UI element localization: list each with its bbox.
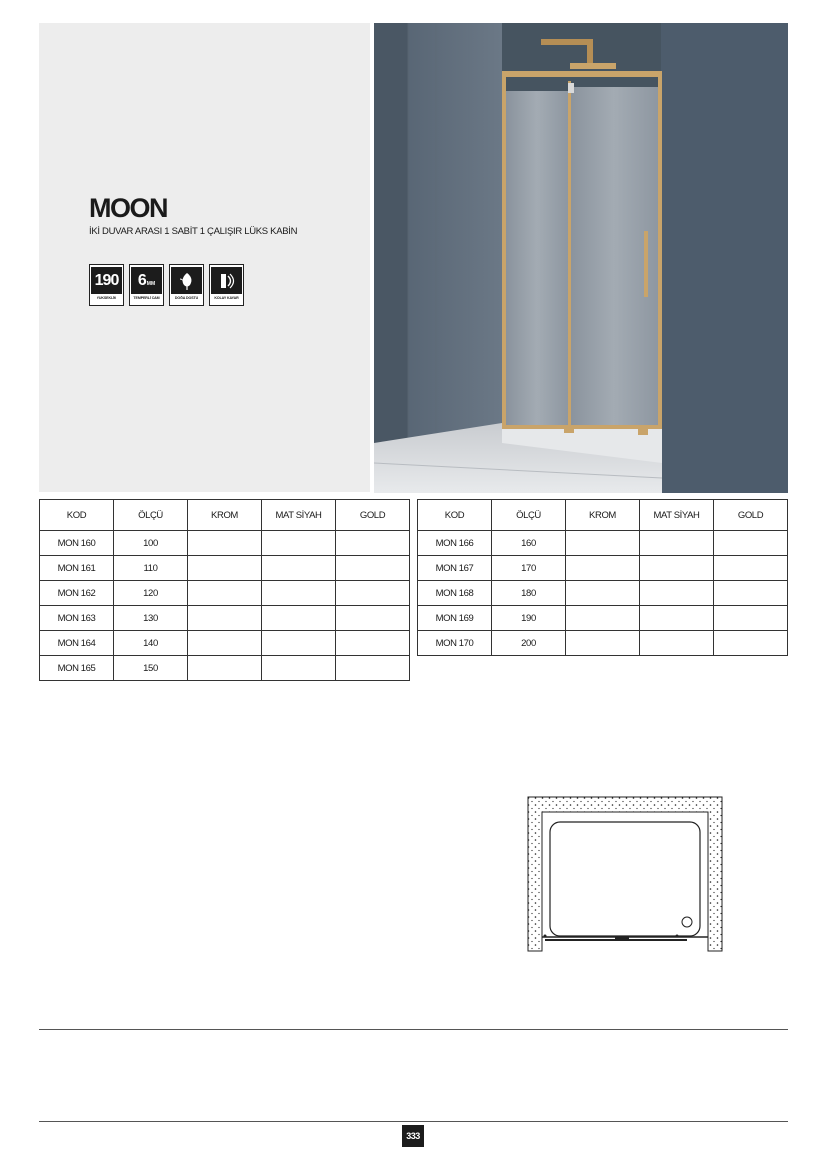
- mat-siyah-cell: [262, 531, 336, 556]
- krom-cell: [188, 581, 262, 606]
- code-cell: MON 163: [40, 606, 114, 631]
- gold-cell: [714, 556, 788, 581]
- mat-siyah-cell: [640, 531, 714, 556]
- mat-siyah-cell: [262, 581, 336, 606]
- gold-cell: [714, 606, 788, 631]
- code-cell: MON 162: [40, 581, 114, 606]
- table-header-row: [418, 500, 788, 531]
- price-table-left: [39, 499, 410, 681]
- gold-cell: [336, 656, 410, 681]
- size-cell: 130: [114, 606, 188, 631]
- mat-siyah-cell: [262, 631, 336, 656]
- header-olcu: ÖLÇÜ: [114, 500, 188, 531]
- size-cell: 190: [492, 606, 566, 631]
- badge-glass-value: 6: [137, 271, 146, 289]
- size-cell: 100: [114, 531, 188, 556]
- size-cell: 200: [492, 631, 566, 656]
- krom-cell: [188, 531, 262, 556]
- table-row: [418, 531, 788, 556]
- floor-plan-diagram: [527, 796, 723, 952]
- header-kod: KOD: [40, 500, 114, 531]
- code-cell: MON 164: [40, 631, 114, 656]
- gold-cell: [336, 606, 410, 631]
- mat-siyah-cell: [262, 606, 336, 631]
- code-cell: MON 167: [418, 556, 492, 581]
- table-row: [418, 606, 788, 631]
- height-190-badge: [89, 264, 124, 306]
- krom-cell: [188, 556, 262, 581]
- krom-cell: [188, 606, 262, 631]
- gold-cell: [714, 631, 788, 656]
- header-kod: KOD: [418, 500, 492, 531]
- mat-siyah-cell: [640, 631, 714, 656]
- header-krom: KROM: [566, 500, 640, 531]
- table-row: [40, 656, 410, 681]
- table-row: [418, 556, 788, 581]
- badge-height-value: 190: [94, 271, 119, 289]
- gold-cell: [336, 631, 410, 656]
- size-cell: 180: [492, 581, 566, 606]
- table-row: [40, 581, 410, 606]
- size-cell: 110: [114, 556, 188, 581]
- krom-cell: [566, 631, 640, 656]
- krom-cell: [566, 581, 640, 606]
- gold-cell: [336, 581, 410, 606]
- gold-cell: [336, 531, 410, 556]
- product-title: MOON: [89, 193, 167, 223]
- feature-badges: [89, 264, 244, 306]
- easy-slide-badge: [209, 264, 244, 306]
- header-gold: GOLD: [714, 500, 788, 531]
- footer-divider: [39, 1121, 788, 1122]
- krom-cell: [566, 606, 640, 631]
- table-row: [418, 631, 788, 656]
- product-photo: [374, 23, 788, 493]
- mat-siyah-cell: [640, 556, 714, 581]
- gold-cell: [714, 531, 788, 556]
- table-header-row: [40, 500, 410, 531]
- code-cell: MON 160: [40, 531, 114, 556]
- tempered-glass-badge: [129, 264, 164, 306]
- krom-cell: [566, 531, 640, 556]
- table-row: [40, 606, 410, 631]
- mat-siyah-cell: [262, 556, 336, 581]
- size-cell: 120: [114, 581, 188, 606]
- mat-siyah-cell: [640, 606, 714, 631]
- badge-glass-unit: MM: [146, 280, 156, 287]
- mat-siyah-cell: [262, 656, 336, 681]
- krom-cell: [566, 556, 640, 581]
- eco-leaf-icon: [177, 271, 197, 291]
- code-cell: MON 165: [40, 656, 114, 681]
- product-info-panel: [39, 23, 370, 492]
- slide-door-icon: [217, 271, 237, 291]
- divider-line: [39, 1029, 788, 1030]
- krom-cell: [188, 656, 262, 681]
- badge-eco-label: DOĞA DOSTU: [174, 296, 199, 300]
- table-row: [418, 581, 788, 606]
- page-number: 333: [402, 1125, 424, 1147]
- code-cell: MON 166: [418, 531, 492, 556]
- product-description: İKİ DUVAR ARASI 1 SABİT 1 ÇALIŞIR LÜKS KABİN: [89, 226, 298, 237]
- header-olcu: ÖLÇÜ: [492, 500, 566, 531]
- code-cell: MON 161: [40, 556, 114, 581]
- table-row: [40, 556, 410, 581]
- size-cell: 150: [114, 656, 188, 681]
- header-gold: GOLD: [336, 500, 410, 531]
- price-table-right: [417, 499, 788, 656]
- badge-slide-label: KOLAY KAYAR: [214, 296, 239, 300]
- header-mat-siyah: MAT SİYAH: [262, 500, 336, 531]
- gold-cell: [336, 556, 410, 581]
- table-row: [40, 531, 410, 556]
- badge-glass-label: TEMPERLİ CAM: [133, 296, 160, 300]
- mat-siyah-cell: [640, 581, 714, 606]
- table-row: [40, 631, 410, 656]
- header-krom: KROM: [188, 500, 262, 531]
- code-cell: MON 170: [418, 631, 492, 656]
- badge-height-label: YÜKSEKLİK: [96, 296, 117, 300]
- size-cell: 140: [114, 631, 188, 656]
- code-cell: MON 168: [418, 581, 492, 606]
- size-cell: 170: [492, 556, 566, 581]
- size-cell: 160: [492, 531, 566, 556]
- gold-cell: [714, 581, 788, 606]
- code-cell: MON 169: [418, 606, 492, 631]
- eco-friendly-badge: [169, 264, 204, 306]
- krom-cell: [188, 631, 262, 656]
- header-mat-siyah: MAT SİYAH: [640, 500, 714, 531]
